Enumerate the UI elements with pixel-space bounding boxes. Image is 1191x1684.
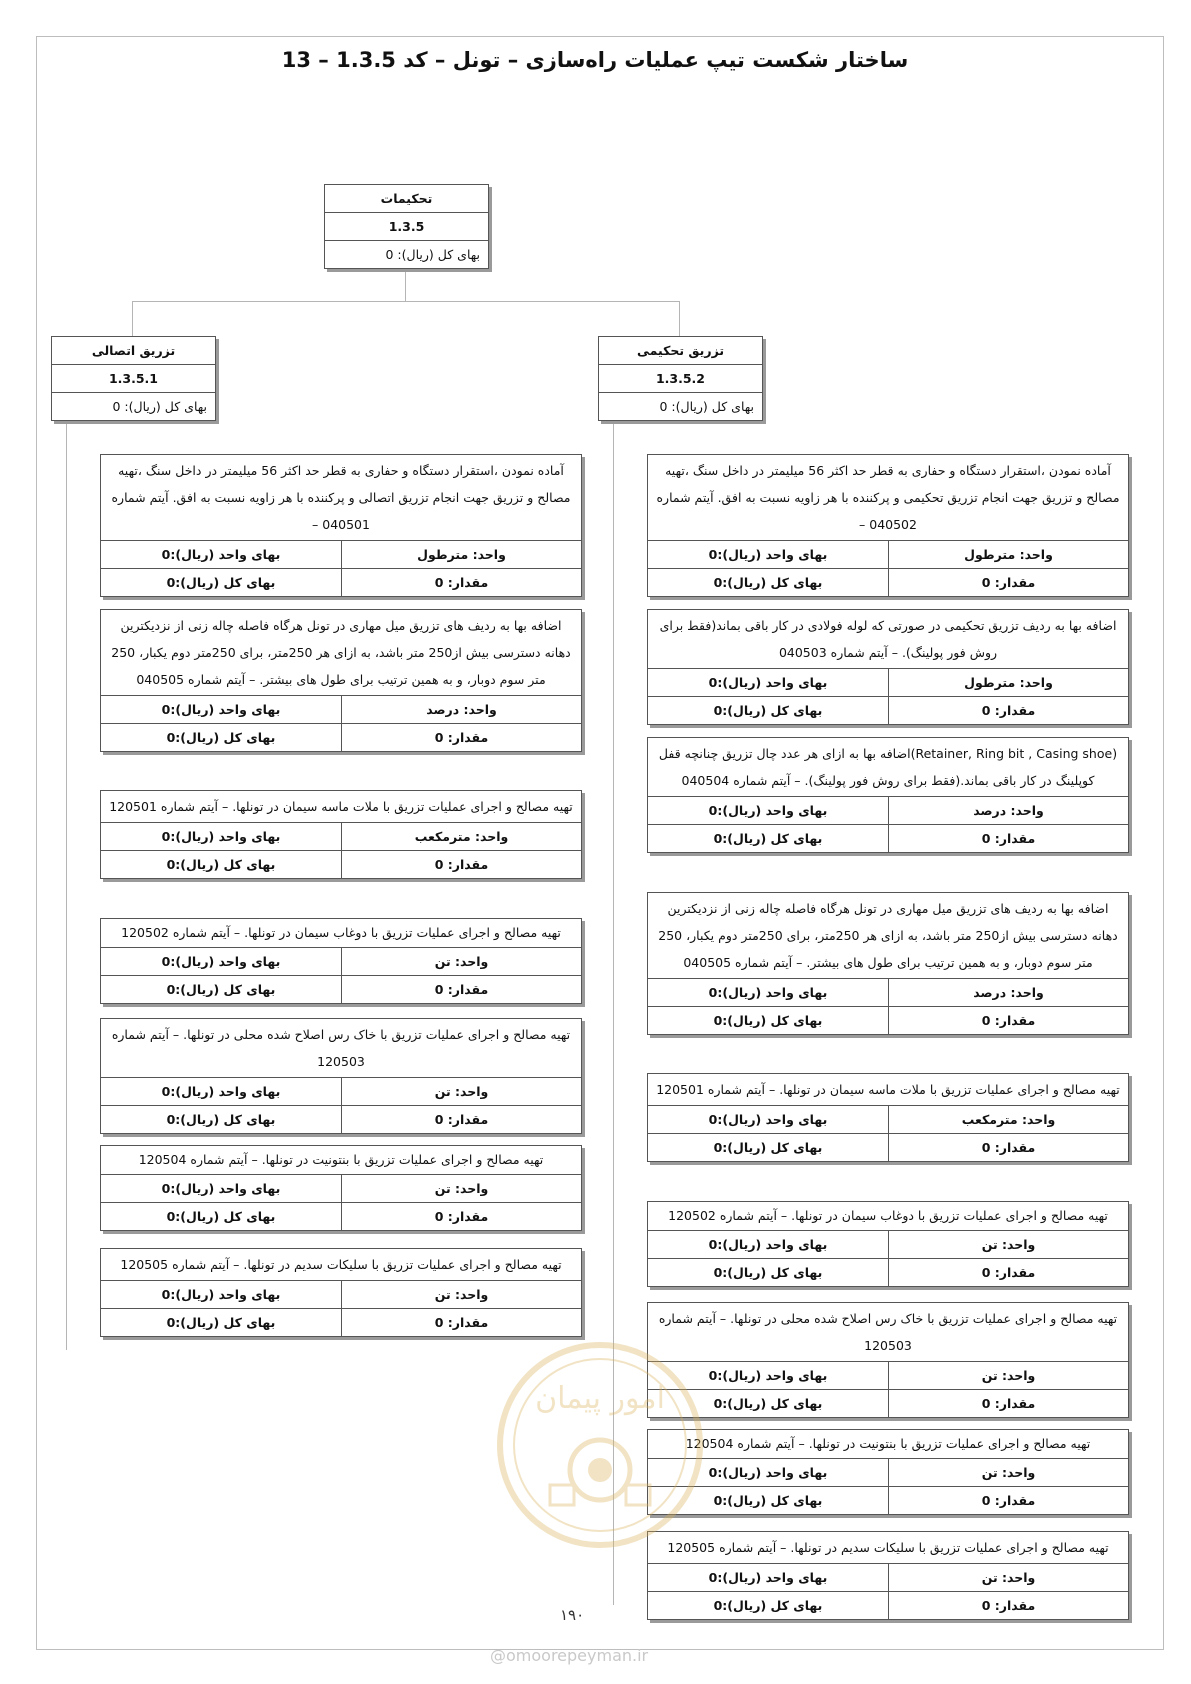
- item-description: تهیه مصالح و اجرای عملیات تزریق با بنتونیت در تونلها. – آیتم شماره 120504: [101, 1146, 581, 1175]
- watermark-site: @omoorepeyman.ir: [490, 1646, 649, 1665]
- item-unit-price: بهای واحد (ریال):0: [101, 948, 341, 976]
- item-total: بهای کل (ریال):0: [166, 575, 276, 590]
- item-total: بهای کل (ریال):0: [166, 1209, 276, 1224]
- item-quantity: مقدار: 0: [341, 724, 581, 751]
- item-description: تهیه مصالح و اجرای عملیات تزریق با سلیکات سدیم در تونلها. – آیتم شماره 120505: [648, 1532, 1128, 1564]
- item-unit-price: بهای واحد (ریال):0: [101, 1078, 341, 1106]
- item-unit: واحد: تن: [888, 1459, 1128, 1487]
- item-total: بهای کل (ریال):0: [166, 730, 276, 745]
- root-node: [324, 184, 489, 269]
- node-total: بهای کل (ریال): 0: [385, 247, 480, 262]
- item-box: [647, 1073, 1129, 1162]
- seal-text: امور پیمان: [535, 1381, 665, 1416]
- item-unit-price: بهای واحد (ریال):0: [648, 1459, 888, 1487]
- item-box: [100, 918, 582, 1004]
- item-unit: واحد: مترمکعب: [341, 823, 581, 851]
- item-box: [647, 1429, 1129, 1515]
- item-quantity: مقدار: 0: [341, 1309, 581, 1336]
- item-unit: واحد: تن: [341, 1175, 581, 1203]
- item-unit-price: بهای واحد (ریال):0: [101, 823, 341, 851]
- item-box: [100, 1145, 582, 1231]
- item-description: اضافه بها به ردیف های تزریق میل مهاری در تونل هرگاه فاصله چاله زنی از نزدیکترین دهانه دسترسی بیش از250 متر باشد، به ازای هر 250متر، برای 250متر دوم یکبار، 250 متر سوم دوبار، و به همین ترتیب برای طول های بیشتر. – آیتم شماره 040505: [648, 893, 1128, 979]
- item-unit: واحد: درصد: [888, 979, 1128, 1007]
- item-unit-price: بهای واحد (ریال):0: [101, 1281, 341, 1309]
- node-code: 1.3.5.2: [599, 365, 762, 393]
- item-unit-price: بهای واحد (ریال):0: [101, 541, 341, 569]
- item-quantity: مقدار: 0: [341, 1203, 581, 1230]
- item-box: [647, 454, 1129, 597]
- item-box: [100, 1018, 582, 1134]
- connector-branch: [132, 301, 680, 302]
- node-name: تحکیمات: [325, 185, 488, 213]
- item-quantity: مقدار: 0: [341, 851, 581, 878]
- item-description: آماده نمودن ،استقرار دستگاه و حفاری به قطر حد اکثر 56 میلیمتر در داخل سنگ ،تهیه مصالح و تزریق جهت انجام تزریق اتصالی و پرکننده با هر زاویه نسبت به افق. آیتم شماره 040501 –: [101, 455, 581, 541]
- item-total: بهای کل (ریال):0: [713, 1493, 823, 1508]
- item-box: [647, 609, 1129, 725]
- item-description: تهیه مصالح و اجرای عملیات تزریق با دوغاب سیمان در تونلها. – آیتم شماره 120502: [101, 919, 581, 948]
- item-total: بهای کل (ریال):0: [713, 831, 823, 846]
- item-quantity: مقدار: 0: [888, 1592, 1128, 1619]
- node-total: بهای کل (ریال): 0: [659, 399, 754, 414]
- item-description: تهیه مصالح و اجرای عملیات تزریق با خاک رس اصلاح شده محلی در تونلها. – آیتم شماره 120503: [101, 1019, 581, 1078]
- item-description: تهیه مصالح و اجرای عملیات تزریق با سلیکات سدیم در تونلها. – آیتم شماره 120505: [101, 1249, 581, 1281]
- item-unit-price: بهای واحد (ریال):0: [648, 541, 888, 569]
- item-unit-price: بهای واحد (ریال):0: [648, 979, 888, 1007]
- item-total: بهای کل (ریال):0: [166, 1112, 276, 1127]
- item-quantity: مقدار: 0: [888, 1259, 1128, 1286]
- item-unit: واحد: تن: [888, 1564, 1128, 1592]
- connector-right-down: [679, 301, 680, 337]
- node-name: تزریق تحکیمی: [599, 337, 762, 365]
- item-unit: واحد: تن: [341, 1078, 581, 1106]
- item-description: تهیه مصالح و اجرای عملیات تزریق با ملات ماسه سیمان در تونلها. – آیتم شماره 120501: [101, 791, 581, 823]
- item-total: بهای کل (ریال):0: [713, 1140, 823, 1155]
- item-box: [647, 1302, 1129, 1418]
- item-total: بهای کل (ریال):0: [166, 1315, 276, 1330]
- item-unit-price: بهای واحد (ریال):0: [101, 1175, 341, 1203]
- item-box: [100, 790, 582, 879]
- node-total: بهای کل (ریال): 0: [112, 399, 207, 414]
- item-unit: واحد: مترطول: [888, 669, 1128, 697]
- item-unit: واحد: تن: [888, 1231, 1128, 1259]
- item-total: بهای کل (ریال):0: [166, 857, 276, 872]
- item-total: بهای کل (ریال):0: [713, 1598, 823, 1613]
- node-name: تزریق اتصالی: [52, 337, 215, 365]
- item-quantity: مقدار: 0: [341, 976, 581, 1003]
- item-total: بهای کل (ریال):0: [713, 703, 823, 718]
- item-total: بهای کل (ریال):0: [713, 575, 823, 590]
- seal-watermark-icon: [490, 1330, 710, 1560]
- item-quantity: مقدار: 0: [888, 697, 1128, 724]
- item-quantity: مقدار: 0: [888, 569, 1128, 596]
- item-unit: واحد: درصد: [341, 696, 581, 724]
- item-quantity: مقدار: 0: [888, 825, 1128, 852]
- item-description: تهیه مصالح و اجرای عملیات تزریق با بنتونیت در تونلها. – آیتم شماره 120504: [648, 1430, 1128, 1459]
- item-quantity: مقدار: 0: [888, 1390, 1128, 1417]
- right-node: [598, 336, 763, 421]
- connector-left-down: [132, 301, 133, 337]
- item-unit-price: بهای واحد (ریال):0: [648, 1564, 888, 1592]
- item-box: [100, 454, 582, 597]
- item-box: [100, 609, 582, 752]
- item-quantity: مقدار: 0: [341, 1106, 581, 1133]
- item-total: بهای کل (ریال):0: [166, 982, 276, 997]
- item-unit: واحد: درصد: [888, 797, 1128, 825]
- item-unit-price: بهای واحد (ریال):0: [648, 1231, 888, 1259]
- item-total: بهای کل (ریال):0: [713, 1013, 823, 1028]
- item-description: تهیه مصالح و اجرای عملیات تزریق با خاک رس اصلاح شده محلی در تونلها. – آیتم شماره 120503: [648, 1303, 1128, 1362]
- node-code: 1.3.5.1: [52, 365, 215, 393]
- item-unit-price: بهای واحد (ریال):0: [648, 797, 888, 825]
- item-description: تهیه مصالح و اجرای عملیات تزریق با دوغاب سیمان در تونلها. – آیتم شماره 120502: [648, 1202, 1128, 1231]
- item-unit-price: بهای واحد (ریال):0: [648, 1362, 888, 1390]
- item-box: [647, 1201, 1129, 1287]
- item-unit: واحد: مترمکعب: [888, 1106, 1128, 1134]
- item-unit-price: بهای واحد (ریال):0: [101, 696, 341, 724]
- item-quantity: مقدار: 0: [341, 569, 581, 596]
- item-unit: واحد: تن: [888, 1362, 1128, 1390]
- item-unit: واحد: مترطول: [888, 541, 1128, 569]
- item-box: [647, 737, 1129, 853]
- item-total: بهای کل (ریال):0: [713, 1396, 823, 1411]
- left-node: [51, 336, 216, 421]
- node-code: 1.3.5: [325, 213, 488, 241]
- item-total: بهای کل (ریال):0: [713, 1265, 823, 1280]
- item-box: [647, 1531, 1129, 1620]
- connector-root-down: [405, 267, 406, 302]
- page-title: ساختار شکست تیپ عملیات راه‌سازی – تونل – کد 1.3.5 – 13: [281, 48, 909, 72]
- item-description: اضافه بها به ردیف های تزریق میل مهاری در تونل هرگاه فاصله چاله زنی از نزدیکترین دهانه دسترسی بیش از250 متر باشد، به ازای هر 250متر، برای 250متر دوم یکبار، 250 متر سوم دوبار، و به همین ترتیب برای طول های بیشتر. – آیتم شماره 040505: [101, 610, 581, 696]
- item-quantity: مقدار: 0: [888, 1134, 1128, 1161]
- item-unit-price: بهای واحد (ریال):0: [648, 669, 888, 697]
- item-description: اضافه بها به ردیف تزریق تحکیمی در صورتی که لوله فولادی در کار باقی بماند(فقط برای روش فور پولینگ). – آیتم شماره 040503: [648, 610, 1128, 669]
- item-description: (Retainer, Ring bit , Casing shoe)اضافه بها به ازای هر عدد چال تزریق چنانچه قفل کوپلینگ در کار باقی بماند.(فقط برای روش فور پولینگ). – آیتم شماره 040504: [648, 738, 1128, 797]
- page-number: ۱۹۰: [560, 1606, 585, 1624]
- item-quantity: مقدار: 0: [888, 1487, 1128, 1514]
- item-unit: واحد: تن: [341, 948, 581, 976]
- item-unit: واحد: مترطول: [341, 541, 581, 569]
- item-description: آماده نمودن ،استقرار دستگاه و حفاری به قطر حد اکثر 56 میلیمتر در داخل سنگ ،تهیه مصالح و تزریق جهت انجام تزریق تحکیمی و پرکننده با هر زاویه نسبت به افق. آیتم شماره 040502 –: [648, 455, 1128, 541]
- item-unit-price: بهای واحد (ریال):0: [648, 1106, 888, 1134]
- item-box: [647, 892, 1129, 1035]
- item-quantity: مقدار: 0: [888, 1007, 1128, 1034]
- item-description: تهیه مصالح و اجرای عملیات تزریق با ملات ماسه سیمان در تونلها. – آیتم شماره 120501: [648, 1074, 1128, 1106]
- item-unit: واحد: تن: [341, 1281, 581, 1309]
- connector-left-spine: [66, 422, 67, 1350]
- item-box: [100, 1248, 582, 1337]
